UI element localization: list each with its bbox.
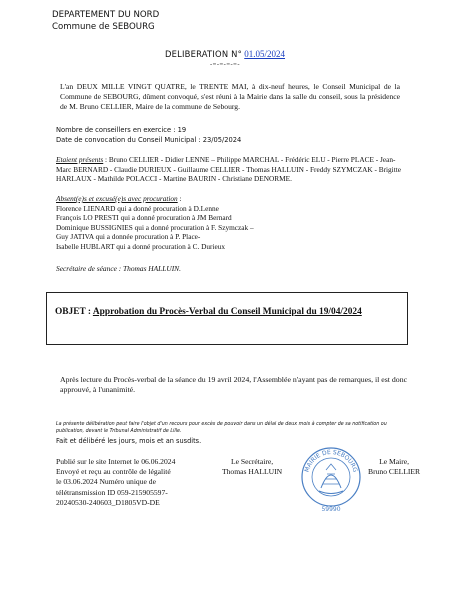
publication-line: le 03.06.2024 Numéro unique de [56, 477, 156, 487]
body-paragraph: Après lecture du Procès-verbal de la séance du 19 avril 2024, l'Assemblée n'ayant pas de remarques, il est donc approuvé, à l'unanimité. [60, 375, 408, 394]
deliberation-title [0, 49, 450, 59]
commune-name: Commune de SEBOURG [52, 21, 155, 32]
publication-line: Publié sur le site Internet le 06.06.2024 [56, 457, 176, 466]
procuration-item: François LO PRESTI qui a donné procuration à JM Bernard [56, 213, 232, 222]
procurations-heading-suffix: : [177, 194, 182, 203]
objet-text: Approbation du Procès-Verbal du Conseil Municipal du 19/04/2024 [92, 307, 362, 317]
publication-line: télétransmission ID 059-215905597- [56, 487, 168, 497]
secretaire-name: Thomas HALLUIN [222, 467, 283, 477]
meeting-meta [56, 126, 241, 145]
presents-section [56, 155, 401, 184]
legal-notice: La présente délibération peut faire l'objet d'un recours pour excès de pouvoir dans un délai de deux mois à compter de sa notification ou publication, devant le Tribunal Administratif de Lille. [56, 422, 387, 434]
procuration-item: Guy JATIVA qui a donnée procuration à P. Place- [56, 232, 201, 241]
maire-name: Bruno CELLIER [368, 467, 421, 477]
intro-paragraph: L'an DEUX MILLE VINGT QUATRE, le TRENTE MAI, à dix-neuf heures, le Conseil Municipal de la Commune de SEBOURG, dûment convoqué, s'est réuni à la Mairie dans la salle du conseil, sous la présidence de M. Bruno CELLIER, Maire de la commune de Sebourg. [60, 82, 400, 112]
procurations-section [56, 194, 254, 251]
secretaire-role: Le Secrétaire, [230, 457, 274, 466]
publication-line: 20240530-240603_D1805VD-DE [56, 497, 160, 507]
procuration-item: Florence LIENARD qui a donné procuration à D.Lenne [56, 203, 219, 213]
publication-info [56, 457, 175, 508]
convocation-date: Date de convocation du Conseil Municipal : 23/05/2024 [56, 135, 242, 144]
deliberation-label: DELIBERATION N° [164, 49, 242, 59]
procuration-item: Isabelle HUBLART qui a donné procuration à C. Durieux [56, 241, 226, 251]
header-block [52, 10, 159, 33]
mairie-stamp [300, 444, 362, 519]
maire-role: Le Maire, [379, 457, 410, 466]
procuration-item: Dominique BUSSIGNIES qui a donné procuration à F. Szymczak – [56, 222, 254, 232]
mairie-stamp-seal [300, 444, 362, 514]
deliberation-number[interactable]: 01.05/2024 [244, 49, 286, 59]
conseillers-count: Nombre de conseillers en exercice : 19 [56, 126, 187, 134]
procurations-heading: Absent(e)s et excusé(e)s avec procuration [56, 194, 178, 203]
presents-list: : Bruno CELLIER - Didier LENNE – Philippe MARCHAL - Frédéric ELU - Pierre PLACE - Jean-Marc BERNARD - Claudie DURIEUX - Guillaume CELLIER - Thomas HALLUIN - Freddy SZYMCZAK - Brigitte HARLAUX - Mathilde POLACCI - Martine BAURIN - Christiane DENORME. [56, 155, 401, 184]
objet-box [46, 292, 408, 345]
department-name: DEPARTEMENT DU NORD [52, 10, 160, 20]
stamp-text: MAIRIE DE SEBOURG [303, 448, 359, 474]
presents-heading: Etaient présents [56, 155, 104, 164]
secretaire-signature [222, 457, 282, 477]
title-separator: -=-=-=-=- [210, 61, 240, 68]
objet-label: OBJET : [55, 307, 92, 317]
publication-line: Envoyé et reçu au contrôle de légalité [56, 467, 171, 477]
fait-et-delibere: Fait et délibéré les jours, mois et an susdits. [56, 437, 202, 445]
secretaire-de-seance: Secrétaire de séance : Thomas HALLUIN. [56, 264, 181, 273]
maire-signature [368, 457, 420, 477]
stamp-postcode: 59990 [321, 506, 341, 513]
